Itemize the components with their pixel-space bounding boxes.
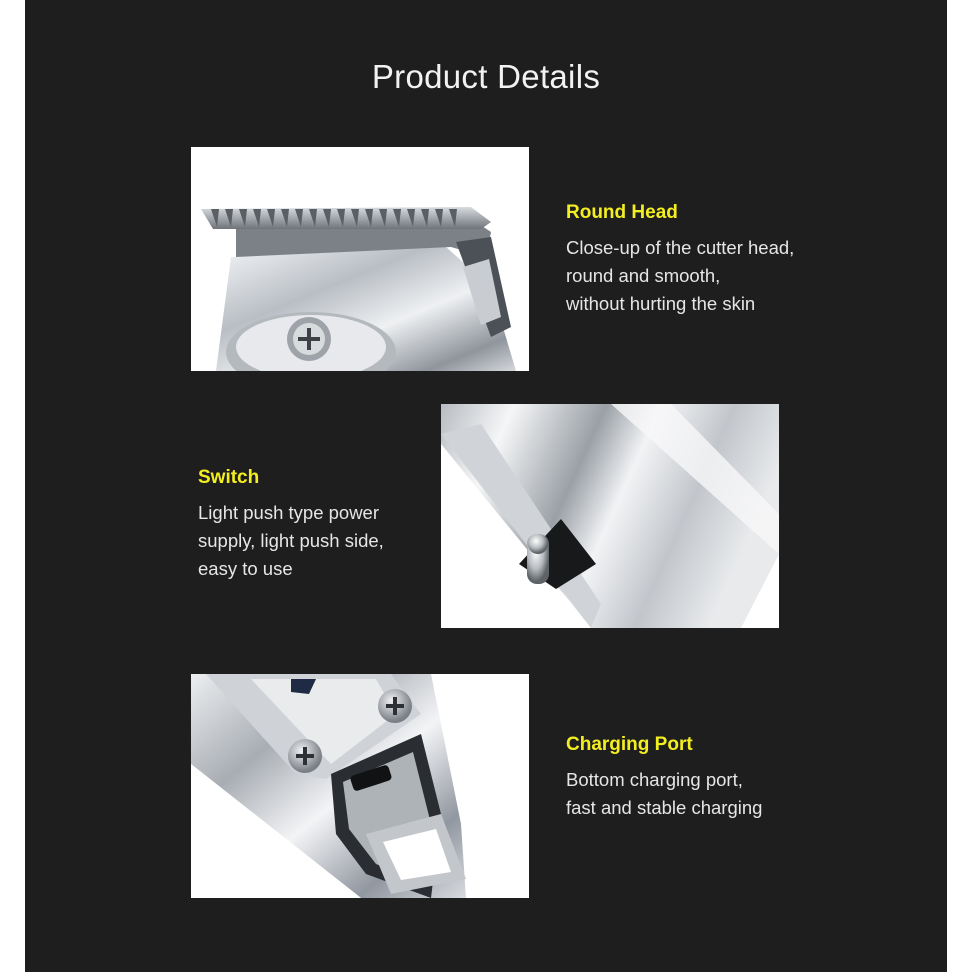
product-details-panel: [25, 0, 947, 972]
charging-port-photo: [191, 674, 529, 898]
feature-charging-port: [566, 734, 762, 822]
feature-round-head: [566, 202, 794, 318]
feature-description: Light push type power supply, light push side, easy to use: [198, 502, 384, 579]
feature-title: Charging Port: [566, 734, 693, 755]
feature-title: Round Head: [566, 202, 678, 223]
feature-description: Bottom charging port, fast and stable charging: [566, 769, 763, 818]
feature-title: Switch: [198, 467, 260, 488]
cutter-head-photo: [191, 147, 529, 371]
switch-photo: [441, 404, 779, 628]
feature-switch: [198, 467, 384, 583]
feature-description: Close-up of the cutter head, round and smooth, without hurting the skin: [566, 237, 795, 314]
page-title: Product Details: [371, 58, 601, 95]
